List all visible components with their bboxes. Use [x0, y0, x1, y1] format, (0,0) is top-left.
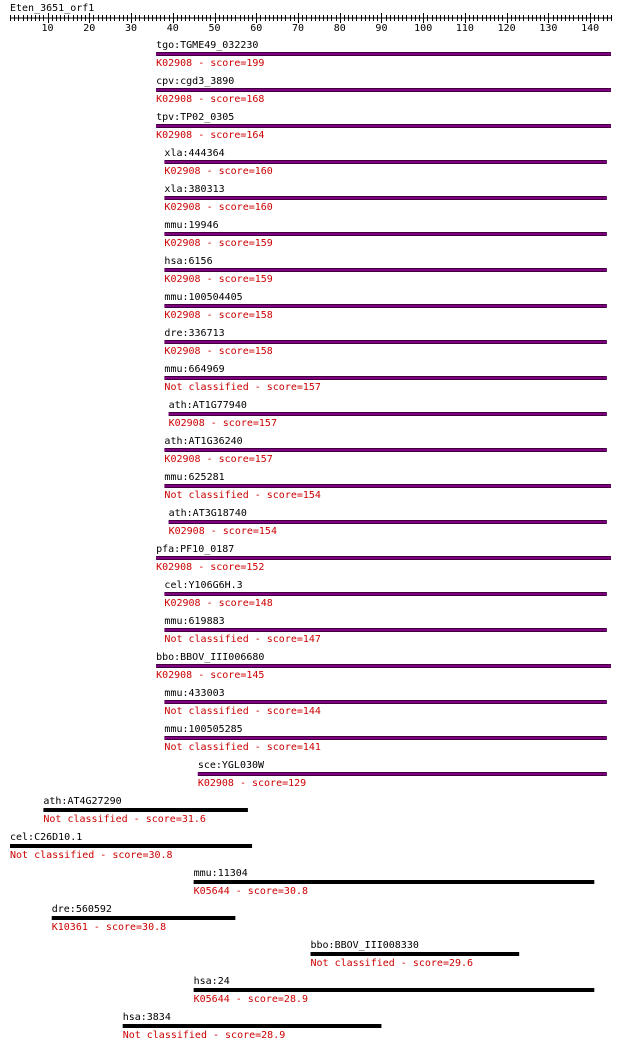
hit-bar-highlight: [156, 89, 611, 91]
hit-bar[interactable]: [194, 988, 595, 992]
hit-bar-highlight: [164, 305, 606, 307]
hit-name[interactable]: xla:380313: [164, 184, 225, 195]
hit-bar[interactable]: [43, 808, 248, 812]
hit-name[interactable]: hsa:6156: [164, 256, 213, 267]
hit-name[interactable]: cel:C26D10.1: [10, 832, 83, 843]
hit-name[interactable]: pfa:PF10_0187: [156, 544, 235, 555]
hit-row: [164, 472, 611, 501]
hit-row: [169, 508, 607, 537]
hit-annotation[interactable]: K02908 - score=168: [156, 94, 265, 105]
hit-bar-highlight: [156, 53, 611, 55]
hit-annotation[interactable]: K10361 - score=30.8: [51, 922, 167, 933]
hit-bar-highlight: [164, 449, 606, 451]
hit-row: [169, 400, 607, 429]
hit-bar[interactable]: [123, 1024, 382, 1028]
hit-annotation[interactable]: Not classified - score=141: [164, 742, 321, 753]
hit-name[interactable]: mmu:100505285: [164, 724, 243, 735]
hit-row: [123, 1012, 382, 1041]
hit-bar-highlight: [169, 521, 607, 523]
ruler-tick-label: 60: [250, 23, 263, 34]
hit-annotation[interactable]: K02908 - score=159: [164, 274, 273, 285]
hit-row: [52, 904, 236, 933]
hit-annotation[interactable]: Not classified - score=29.6: [310, 958, 474, 969]
hit-row: [43, 796, 248, 825]
hit-row: [164, 220, 606, 249]
ruler-tick-label: 20: [83, 23, 96, 34]
hit-row: [194, 976, 595, 1005]
hit-annotation[interactable]: Not classified - score=144: [164, 706, 321, 717]
hit-name[interactable]: ath:AT3G18740: [168, 508, 247, 519]
ruler-tick-label: 100: [414, 23, 433, 34]
hit-row: [311, 940, 520, 969]
hit-bar-highlight: [198, 773, 607, 775]
hit-row: [198, 760, 607, 789]
hit-annotation[interactable]: Not classified - score=147: [164, 634, 321, 645]
hit-annotation[interactable]: K02908 - score=129: [197, 778, 307, 789]
hit-row: [164, 184, 606, 213]
hit-bar[interactable]: [311, 952, 520, 956]
hit-row: [156, 112, 611, 141]
ruler-tick-label: 10: [41, 23, 54, 34]
hit-name[interactable]: mmu:625281: [164, 472, 225, 483]
hit-name[interactable]: ath:AT1G36240: [164, 436, 243, 447]
ruler-tick-label: 80: [333, 23, 346, 34]
ruler-tick-label: 140: [581, 23, 600, 34]
hit-row: [10, 832, 252, 861]
query-title: Eten_3651_orf1: [10, 3, 95, 14]
hit-annotation[interactable]: K05644 - score=28.9: [193, 994, 309, 1005]
hit-row: [164, 436, 606, 465]
hit-name[interactable]: mmu:11304: [193, 868, 248, 879]
hit-bar-highlight: [164, 485, 611, 487]
hit-row: [164, 580, 606, 609]
hit-name[interactable]: mmu:433003: [164, 688, 225, 699]
hit-name[interactable]: hsa:24: [193, 976, 230, 987]
hit-name[interactable]: tgo:TGME49_032230: [156, 40, 259, 51]
hit-name[interactable]: mmu:100504405: [164, 292, 243, 303]
hit-bar-highlight: [164, 341, 606, 343]
hit-annotation[interactable]: K02908 - score=159: [164, 238, 273, 249]
hit-name[interactable]: cpv:cgd3_3890: [156, 76, 235, 87]
hit-annotation[interactable]: K02908 - score=160: [164, 202, 273, 213]
hit-annotation[interactable]: Not classified - score=31.6: [43, 814, 206, 825]
hit-bar-highlight: [164, 197, 606, 199]
hit-annotation[interactable]: K02908 - score=154: [168, 526, 277, 537]
hit-row: [156, 76, 611, 105]
hit-annotation[interactable]: K02908 - score=158: [164, 310, 273, 321]
hit-row: [164, 256, 606, 285]
hit-annotation[interactable]: K05644 - score=30.8: [193, 886, 309, 897]
hit-name[interactable]: dre:560592: [51, 904, 112, 915]
hit-annotation[interactable]: Not classified - score=30.8: [10, 850, 173, 861]
hit-row: [194, 868, 595, 897]
hit-name[interactable]: bbo:BBOV_III006680: [156, 652, 265, 663]
hit-annotation[interactable]: K02908 - score=152: [156, 562, 265, 573]
hit-row: [164, 364, 606, 393]
hit-row: [156, 40, 611, 69]
hit-annotation[interactable]: K02908 - score=157: [168, 418, 277, 429]
ruler-tick-label: 50: [208, 23, 221, 34]
ruler-tick-label: 30: [125, 23, 138, 34]
hit-name[interactable]: tpv:TP02_0305: [156, 112, 235, 123]
hit-name[interactable]: cel:Y106G6H.3: [164, 580, 243, 591]
hit-row: [164, 688, 606, 717]
hit-bar[interactable]: [52, 916, 236, 920]
hit-bar-highlight: [156, 665, 611, 667]
hit-name[interactable]: ath:AT1G77940: [168, 400, 247, 411]
hit-bar-highlight: [164, 377, 606, 379]
hit-bar[interactable]: [10, 844, 252, 848]
hit-bar-highlight: [164, 629, 606, 631]
hit-row: [164, 148, 606, 177]
hit-name[interactable]: sce:YGL030W: [197, 760, 265, 771]
ruler-tick-label: 90: [375, 23, 388, 34]
hit-name[interactable]: mmu:619883: [164, 616, 225, 627]
hit-annotation[interactable]: K02908 - score=158: [164, 346, 273, 357]
hit-annotation[interactable]: K02908 - score=145: [156, 670, 265, 681]
hit-bar-highlight: [164, 233, 606, 235]
hit-bar-highlight: [164, 593, 606, 595]
hit-name[interactable]: dre:336713: [164, 328, 225, 339]
hit-bar-highlight: [169, 413, 607, 415]
hit-row: [164, 724, 606, 753]
hit-row: [164, 292, 606, 321]
hit-name[interactable]: mmu:19946: [164, 220, 219, 231]
hit-bar-highlight: [164, 737, 606, 739]
hit-annotation[interactable]: Not classified - score=28.9: [122, 1030, 286, 1041]
hit-name[interactable]: mmu:664969: [164, 364, 225, 375]
hit-row: [156, 544, 611, 573]
hit-annotation[interactable]: K02908 - score=160: [164, 166, 273, 177]
ruler-tick-label: 70: [291, 23, 305, 34]
hit-name[interactable]: xla:444364: [164, 148, 225, 159]
hit-row: [164, 328, 606, 357]
hit-bar-highlight: [164, 269, 606, 271]
hit-annotation[interactable]: K02908 - score=164: [156, 130, 265, 141]
hit-annotation[interactable]: Not classified - score=157: [164, 382, 321, 393]
hit-row: [156, 652, 611, 681]
hit-name[interactable]: bbo:BBOV_III008330: [310, 940, 419, 951]
hit-row: [164, 616, 606, 645]
position-ruler: [10, 13, 612, 34]
hit-annotation[interactable]: K02908 - score=148: [164, 598, 273, 609]
hit-list: [10, 40, 611, 1041]
hit-bar-highlight: [156, 557, 611, 559]
hit-annotation[interactable]: K02908 - score=157: [164, 454, 273, 465]
ruler-tick-label: 120: [497, 23, 516, 34]
ruler-tick-label: 40: [166, 23, 179, 34]
ruler-tick-label: 110: [455, 23, 474, 34]
hit-bar[interactable]: [194, 880, 595, 884]
hit-name[interactable]: ath:AT4G27290: [43, 796, 122, 807]
hit-bar-highlight: [156, 125, 611, 127]
hit-name[interactable]: hsa:3834: [122, 1012, 171, 1023]
hit-annotation[interactable]: Not classified - score=154: [164, 490, 321, 501]
hit-annotation[interactable]: K02908 - score=199: [156, 58, 265, 69]
hit-bar-highlight: [164, 161, 606, 163]
ruler-tick-label: 130: [539, 23, 558, 34]
hit-bar-highlight: [164, 701, 606, 703]
